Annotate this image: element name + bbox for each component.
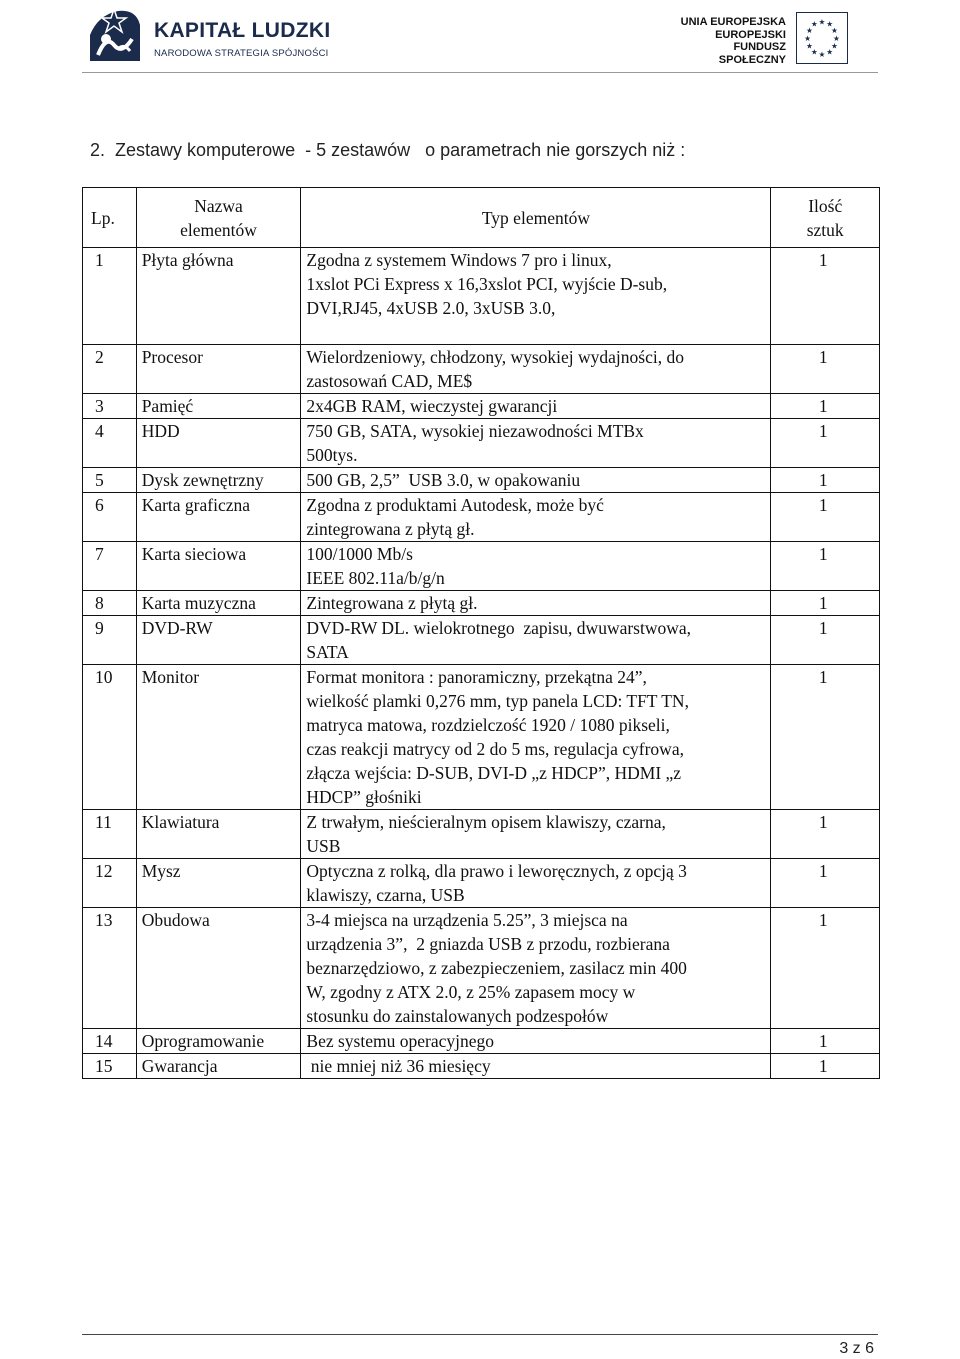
- row-name: Obudowa: [136, 908, 301, 1029]
- row-typ: 2x4GB RAM, wieczystej gwarancji: [301, 394, 771, 419]
- row-lp: 5: [83, 468, 137, 493]
- table-row: [83, 468, 880, 493]
- table-row: [83, 1054, 880, 1079]
- svg-text:★: ★: [818, 50, 826, 60]
- row-qty: 1: [771, 908, 880, 1029]
- header-typ: Typ elementów: [301, 188, 771, 248]
- table-row: [83, 493, 880, 542]
- svg-text:★: ★: [810, 19, 818, 29]
- table-row: [83, 248, 880, 345]
- header-name: Nazwa elementów: [136, 188, 301, 248]
- row-typ: 500 GB, 2,5” USB 3.0, w opakowaniu: [301, 468, 771, 493]
- row-lp: 11: [83, 810, 137, 859]
- footer-divider: [82, 1334, 878, 1335]
- row-name: Mysz: [136, 859, 301, 908]
- table-header-row: [83, 188, 880, 248]
- eu-line-1: UNIA EUROPEJSKA: [680, 16, 786, 28]
- row-lp: 14: [83, 1029, 137, 1054]
- svg-text:★: ★: [806, 26, 813, 36]
- row-name: Monitor: [136, 665, 301, 810]
- row-lp: 2: [83, 345, 137, 394]
- table-row: [83, 859, 880, 908]
- table-row: [83, 419, 880, 468]
- table-row: [83, 1029, 880, 1054]
- table-row: [83, 591, 880, 616]
- row-qty: 1: [771, 810, 880, 859]
- row-qty: 1: [771, 542, 880, 591]
- svg-text:★: ★: [832, 33, 840, 43]
- svg-text:★: ★: [806, 41, 813, 51]
- row-lp: 7: [83, 542, 137, 591]
- row-lp: 9: [83, 616, 137, 665]
- table-row: [83, 665, 880, 810]
- row-typ: Optyczna z rolką, dla prawo i leworęcznych, z opcją 3 klawiszy, czarna, USB: [301, 859, 771, 908]
- row-typ: nie mniej niż 36 miesięcy: [301, 1054, 771, 1079]
- svg-text:★: ★: [804, 33, 812, 43]
- row-typ: 750 GB, SATA, wysokiej niezawodności MTBx 500tys.: [301, 419, 771, 468]
- row-name: Gwarancja: [136, 1054, 301, 1079]
- row-qty: 1: [771, 665, 880, 810]
- row-name: Karta sieciowa: [136, 542, 301, 591]
- row-typ: Bez systemu operacyjnego: [301, 1029, 771, 1054]
- components-table: [82, 187, 880, 1079]
- table-body: [83, 248, 880, 1079]
- logo-title: KAPITAŁ LUDZKI: [154, 19, 331, 42]
- row-qty: 1: [771, 1029, 880, 1054]
- row-qty: 1: [771, 1054, 880, 1079]
- row-name: DVD-RW: [136, 616, 301, 665]
- row-qty: 1: [771, 591, 880, 616]
- header-divider: [82, 72, 878, 73]
- row-lp: 6: [83, 493, 137, 542]
- row-lp: 10: [83, 665, 137, 810]
- row-lp: 15: [83, 1054, 137, 1079]
- header-lp: Lp.: [83, 188, 137, 248]
- header-qty: Ilość sztuk: [771, 188, 880, 248]
- row-name: Karta muzyczna: [136, 591, 301, 616]
- logo-subtitle: NARODOWA STRATEGIA SPÓJNOŚCI: [154, 48, 329, 59]
- row-typ: Z trwałym, nieścieralnym opisem klawiszy, czarna, USB: [301, 810, 771, 859]
- row-name: HDD: [136, 419, 301, 468]
- row-qty: 1: [771, 616, 880, 665]
- row-typ: 3-4 miejsca na urządzenia 5.25”, 3 miejsca na urządzenia 3”, 2 gniazda USB z przodu, rozbierana beznarzędziowo, z zabezpieczeniem, zasilacz min 400 W, zgodny z ATX 2.0, z 25% zapasem mocy w stosunku do zainstalowanych podzespołów: [301, 908, 771, 1029]
- row-qty: 1: [771, 345, 880, 394]
- eu-logo-text: [666, 16, 786, 66]
- row-qty: 1: [771, 248, 880, 345]
- table-row: [83, 345, 880, 394]
- row-qty: 1: [771, 419, 880, 468]
- table-row: [83, 542, 880, 591]
- row-typ: Zgodna z systemem Windows 7 pro i linux, 1xslot PCi Express x 16,3xslot PCI, wyjście D-sub, DVI,RJ45, 4xUSB 2.0, 3xUSB 3.0,: [301, 248, 771, 345]
- row-qty: 1: [771, 394, 880, 419]
- row-qty: 1: [771, 468, 880, 493]
- eu-line-2: EUROPEJSKI: [715, 28, 786, 41]
- svg-text:★: ★: [818, 17, 826, 27]
- eu-flag-icon: [796, 12, 848, 64]
- row-typ: Wielordzeniowy, chłodzony, wysokiej wydajności, do zastosowań CAD, ME$: [301, 345, 771, 394]
- svg-text:★: ★: [831, 26, 838, 36]
- row-lp: 13: [83, 908, 137, 1029]
- row-lp: 8: [83, 591, 137, 616]
- table-row: [83, 810, 880, 859]
- eu-line-3: FUNDUSZ SPOŁECZNY: [718, 41, 786, 66]
- svg-text:★: ★: [810, 47, 818, 57]
- eu-logo: [666, 12, 862, 68]
- row-typ: Zgodna z produktami Autodesk, może być zintegrowana z płytą gł.: [301, 493, 771, 542]
- row-lp: 3: [83, 394, 137, 419]
- section-heading: 2. Zestawy komputerowe - 5 zestawów o parametrach nie gorszych niż :: [90, 140, 686, 160]
- kapital-ludzki-emblem-icon: [84, 5, 144, 67]
- row-name: Oprogramowanie: [136, 1029, 301, 1054]
- table-row: [83, 616, 880, 665]
- row-typ: Zintegrowana z płytą gł.: [301, 591, 771, 616]
- page-number: 3 z 6: [839, 1340, 874, 1357]
- row-qty: 1: [771, 859, 880, 908]
- row-lp: 4: [83, 419, 137, 468]
- row-lp: 1: [83, 248, 137, 345]
- row-name: Klawiatura: [136, 810, 301, 859]
- row-typ: DVD-RW DL. wielokrotnego zapisu, dwuwarstwowa, SATA: [301, 616, 771, 665]
- row-qty: 1: [771, 493, 880, 542]
- kapital-ludzki-logo: [84, 5, 344, 67]
- row-typ: Format monitora : panoramiczny, przekątna 24”, wielkość plamki 0,276 mm, typ panela LCD: TFT TN, matryca matowa, rozdzielczość 1920 / 1080 pikseli, czas reakcji matrycy od 2 do 5 ms, regulacja cyfrowa, złącza wejścia: D-SUB, DVI-D „z HDCP”, HDMI „z HDCP” głośniki: [301, 665, 771, 810]
- row-lp: 12: [83, 859, 137, 908]
- row-name: Płyta główna: [136, 248, 301, 345]
- table-row: [83, 908, 880, 1029]
- row-typ: 100/1000 Mb/s IEEE 802.11a/b/g/n: [301, 542, 771, 591]
- svg-text:★: ★: [831, 41, 838, 51]
- svg-text:★: ★: [826, 47, 834, 57]
- row-name: Karta graficzna: [136, 493, 301, 542]
- table-row: [83, 394, 880, 419]
- row-name: Procesor: [136, 345, 301, 394]
- row-name: Dysk zewnętrzny: [136, 468, 301, 493]
- svg-text:★: ★: [826, 19, 834, 29]
- row-name: Pamięć: [136, 394, 301, 419]
